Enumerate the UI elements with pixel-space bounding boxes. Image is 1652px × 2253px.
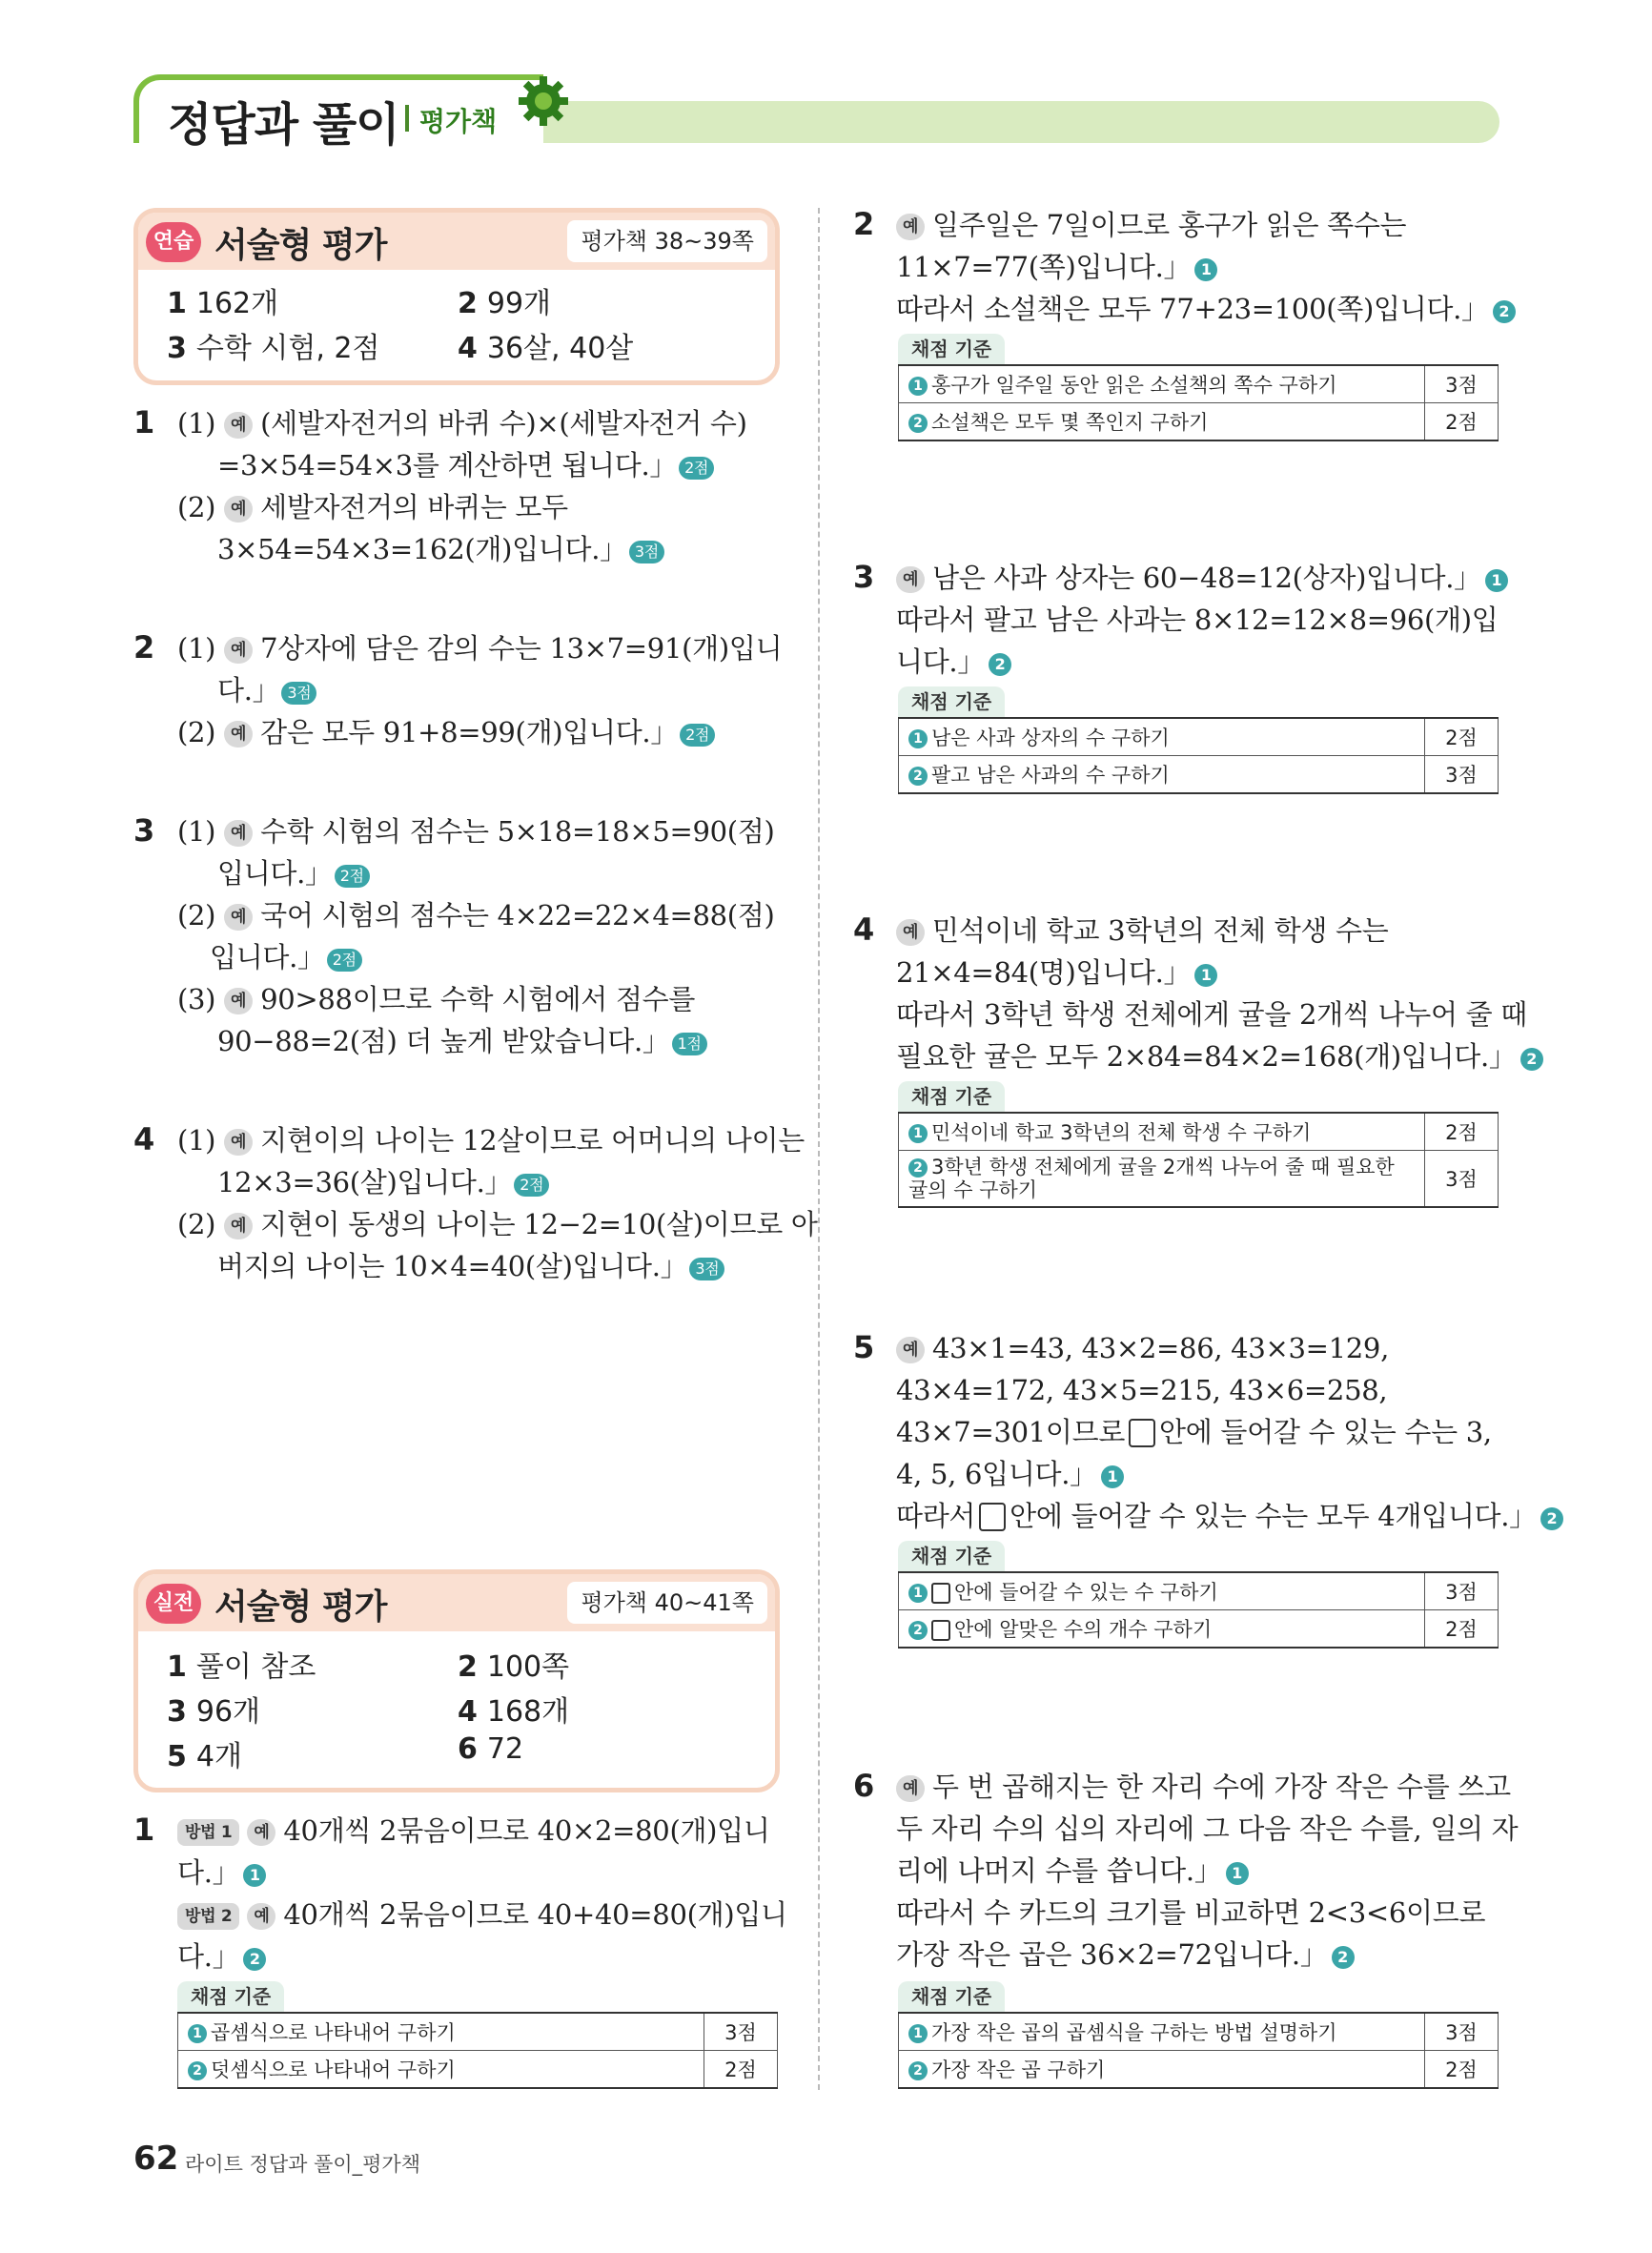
- solution-line: [217, 444, 714, 486]
- criterion-cell: [899, 1610, 1425, 1649]
- sub-label: (1): [177, 407, 216, 440]
- example-badge: 예: [896, 1775, 925, 1802]
- page-reference: 평가책 40~41쪽: [567, 1582, 767, 1624]
- grading-table: [898, 334, 1499, 441]
- solution-line: [177, 894, 775, 936]
- criterion-number: 2: [188, 2061, 207, 2080]
- criterion-marker: 2: [243, 1948, 266, 1971]
- table-row: [178, 2013, 778, 2051]
- sub-label: (1): [177, 815, 216, 848]
- answer-item: [458, 1688, 569, 1730]
- criterion-marker: 2: [1520, 1048, 1543, 1071]
- problem-number: 3: [853, 559, 875, 595]
- solution-line: [217, 852, 370, 894]
- solution-text: 4, 5, 6입니다.」: [896, 1458, 1097, 1490]
- sub-label: (1): [177, 1124, 216, 1157]
- solution-line: [896, 1369, 1387, 1411]
- example-badge: 예: [224, 1213, 253, 1239]
- problem-number: 5: [853, 1329, 875, 1365]
- criterion-cell: [899, 756, 1425, 794]
- table-row: [178, 2051, 778, 2089]
- criterion-cell: [899, 1572, 1425, 1610]
- solution-text: 40개씩 2묶음이므로 40+40=80(개)입니: [283, 1898, 787, 1931]
- score-cell: 3점: [1425, 2013, 1499, 2051]
- solution-line: [896, 1453, 1124, 1495]
- gear-icon: [515, 72, 572, 130]
- header-separator: [405, 105, 409, 132]
- solution-line: [896, 1892, 1485, 1934]
- score-cell: 2점: [1425, 718, 1499, 756]
- solution-line: [177, 1203, 818, 1245]
- solution-line: [177, 1852, 266, 1894]
- footer-text: 라이트 정답과 풀이_평가책: [185, 2153, 420, 2176]
- solution-line: [896, 246, 1217, 288]
- solution-line: [896, 1808, 1518, 1850]
- solution-line: [177, 402, 747, 444]
- problem-number: 1: [133, 1812, 155, 1848]
- problem-number: 1: [133, 404, 155, 440]
- answer-item: [167, 324, 379, 366]
- example-badge: 예: [896, 919, 925, 946]
- example-badge: 예: [224, 904, 253, 931]
- criterion-text: 덧셈식으로 나타내어 구하기: [211, 2058, 456, 2081]
- criterion-cell: [899, 1151, 1425, 1208]
- solution-text: 따라서 수 카드의 크기를 비교하면 2<3<6이므로: [896, 1896, 1486, 1929]
- table-row: [899, 756, 1499, 794]
- solution-line: [177, 627, 782, 669]
- answer-number: 1: [167, 287, 187, 320]
- score-badge: 2점: [679, 457, 714, 480]
- real-badge: 실전: [146, 1584, 201, 1624]
- page-number: 62: [133, 2140, 179, 2178]
- criterion-text: 안에 들어갈 수 있는 수 구하기: [954, 1581, 1218, 1604]
- problem-number: 3: [133, 812, 155, 849]
- score-badge: 3점: [689, 1258, 724, 1280]
- answer-item: [458, 1643, 569, 1685]
- answer-item: [167, 1732, 242, 1774]
- criterion-number: 1: [908, 1584, 928, 1603]
- solution-text: 안에 들어갈 수 있는 수는 3,: [1159, 1416, 1492, 1448]
- criterion-marker: 1: [243, 1864, 266, 1887]
- example-badge: 예: [224, 496, 253, 522]
- solution-line: [896, 1035, 1543, 1077]
- answer-value: 4개: [195, 1740, 242, 1773]
- problem-number: 2: [853, 206, 875, 242]
- solution-text: 따라서 소설책은 모두 77+23=100(쪽)입니다.」: [896, 293, 1489, 325]
- solution-text: 따라서: [896, 1500, 976, 1532]
- solution-line: [217, 1161, 549, 1203]
- answer-number: 2: [458, 1650, 478, 1684]
- sub-label: (3): [177, 983, 216, 1015]
- summary-box-header: [138, 1574, 775, 1631]
- answer-value: 168개: [486, 1695, 570, 1729]
- score-cell: 3점: [1425, 365, 1499, 403]
- summary-box-real: [133, 1569, 780, 1792]
- answer-item: [458, 324, 633, 366]
- grading-label: 채점 기준: [898, 1541, 1005, 1571]
- criterion-number: 2: [908, 1158, 928, 1178]
- answer-item: [458, 279, 551, 321]
- answer-number: 1: [167, 1650, 187, 1684]
- problem-number: 4: [133, 1121, 155, 1157]
- blank-box-icon: [1129, 1419, 1155, 1447]
- grading-table: [898, 686, 1499, 794]
- criterion-cell: [178, 2013, 704, 2051]
- method-badge: 방법 1: [177, 1819, 239, 1846]
- table-row: [899, 1610, 1499, 1649]
- problem-number: 4: [853, 911, 875, 948]
- answer-number: 6: [458, 1732, 478, 1766]
- grading-rows: [898, 364, 1499, 441]
- solution-line: [177, 711, 715, 753]
- grading-rows: [898, 1112, 1499, 1208]
- answer-item: [167, 1643, 316, 1685]
- score-cell: 2점: [1425, 2051, 1499, 2089]
- problem-number: 6: [853, 1768, 875, 1804]
- answer-number: 3: [167, 1695, 187, 1729]
- solution-text: 입니다.」: [210, 941, 325, 973]
- solution-text: 따라서 3학년 학생 전체에게 귤을 2개씩 나누어 줄 때: [896, 998, 1527, 1031]
- solution-line: [896, 1766, 1511, 1808]
- score-cell: 2점: [1425, 403, 1499, 441]
- score-badge: 2점: [335, 865, 370, 888]
- grading-label: 채점 기준: [898, 1981, 1005, 2012]
- answer-value: 72: [486, 1732, 524, 1766]
- example-badge: 예: [224, 721, 253, 748]
- grading-table: [898, 1981, 1499, 2089]
- grading-label: 채점 기준: [898, 334, 1005, 364]
- blank-box-icon: [931, 1583, 950, 1604]
- solution-line: [217, 1245, 724, 1287]
- solution-line: [217, 1020, 707, 1062]
- criterion-text: 민석이네 학교 3학년의 전체 학생 수 구하기: [931, 1121, 1312, 1144]
- grading-table: [177, 1981, 778, 2089]
- table-row: [899, 1113, 1499, 1151]
- practice-badge: 연습: [146, 222, 201, 262]
- grading-rows: [898, 2012, 1499, 2089]
- criterion-text: 남은 사과 상자의 수 구하기: [931, 727, 1170, 749]
- criterion-cell: [899, 2051, 1425, 2089]
- summary-box-title: 서술형 평가: [214, 1587, 387, 1627]
- solution-text: 21×4=84(명)입니다.」: [896, 956, 1192, 989]
- score-badge: 3점: [629, 541, 664, 563]
- solution-line: [896, 993, 1527, 1035]
- criterion-text: 팔고 남은 사과의 수 구하기: [931, 764, 1170, 787]
- table-row: [899, 2013, 1499, 2051]
- example-badge: 예: [224, 637, 253, 664]
- solution-text: 버지의 나이는 10×4=40(살)입니다.」: [217, 1250, 688, 1282]
- answer-item: [167, 1688, 260, 1730]
- criterion-number: 1: [908, 1124, 928, 1143]
- solution-line: [177, 1119, 805, 1161]
- criterion-number: 2: [908, 414, 928, 433]
- solution-line: [210, 936, 362, 978]
- criterion-text: 곱셈식으로 나타내어 구하기: [211, 2021, 456, 2044]
- criterion-text: 안에 알맞은 수의 개수 구하기: [954, 1618, 1213, 1641]
- solution-text: =3×54=54×3를 계산하면 됩니다.」: [217, 449, 678, 481]
- answer-value: 풀이 참조: [195, 1650, 316, 1684]
- solution-text: 필요한 귤은 모두 2×84=84×2=168(개)입니다.」: [896, 1040, 1517, 1073]
- criterion-cell: [899, 403, 1425, 441]
- sub-label: (2): [177, 491, 216, 523]
- solution-text: 90−88=2(점) 더 높게 받았습니다.」: [217, 1025, 670, 1057]
- solution-line: [896, 288, 1516, 330]
- answer-value: 99개: [486, 287, 552, 320]
- criterion-marker: 1: [1101, 1465, 1124, 1488]
- criterion-text: 소설책은 모두 몇 쪽인지 구하기: [931, 411, 1209, 434]
- table-row: [899, 403, 1499, 441]
- summary-box-header: [138, 213, 775, 270]
- table-row: [899, 1572, 1499, 1610]
- table-row: [899, 2051, 1499, 2089]
- answer-value: 수학 시험, 2점: [195, 332, 380, 365]
- answer-value: 36살, 40살: [486, 332, 634, 365]
- criterion-marker: 2: [1493, 300, 1516, 323]
- score-cell: 3점: [704, 2013, 778, 2051]
- criterion-text: 가장 작은 곱 구하기: [931, 2058, 1106, 2081]
- example-badge: 예: [247, 1819, 275, 1846]
- example-badge: 예: [224, 412, 253, 439]
- solution-text: 일주일은 7일이므로 홍구가 읽은 쪽수는: [932, 209, 1407, 241]
- answer-value: 100쪽: [486, 1650, 570, 1684]
- criterion-text: 홍구가 일주일 동안 읽은 소설책의 쪽수 구하기: [931, 374, 1337, 397]
- solution-line: [896, 1850, 1249, 1892]
- score-badge: 3점: [281, 682, 316, 705]
- criterion-marker: 2: [989, 653, 1011, 676]
- criterion-marker: 1: [1485, 569, 1508, 592]
- criterion-cell: [899, 2013, 1425, 2051]
- answer-number: 2: [458, 287, 478, 320]
- criterion-text: 3학년 학생 전체에게 귤을 2개씩 나누어 줄 때 필요한 귤의 수 구하기: [908, 1156, 1395, 1201]
- solution-line: [217, 669, 316, 711]
- answer-item: [167, 279, 278, 321]
- score-cell: 3점: [1425, 756, 1499, 794]
- criterion-text: 가장 작은 곱의 곱셈식을 구하는 방법 설명하기: [931, 2021, 1337, 2044]
- answer-value: 162개: [195, 287, 279, 320]
- solution-line: [896, 641, 1011, 683]
- method-badge: 방법 2: [177, 1903, 239, 1930]
- answer-number: 5: [167, 1740, 187, 1773]
- grading-label: 채점 기준: [177, 1981, 284, 2012]
- solution-text: 지현이 동생의 나이는 12−2=10(살)이므로 아: [260, 1208, 818, 1240]
- criterion-marker: 1: [1194, 258, 1217, 281]
- solution-text: 11×7=77(쪽)입니다.」: [896, 251, 1192, 283]
- solution-text: (세발자전거의 바퀴 수)×(세발자전거 수): [260, 407, 747, 440]
- score-cell: 2점: [1425, 1610, 1499, 1649]
- answer-number: 4: [458, 1695, 478, 1729]
- solution-text: 입니다.」: [217, 857, 333, 890]
- criterion-number: 1: [908, 377, 928, 396]
- solution-text: 리에 나머지 수를 씁니다.」: [896, 1854, 1222, 1887]
- solution-text: 수학 시험의 점수는 5×18=18×5=90(점): [260, 815, 775, 848]
- solution-line: [177, 1894, 787, 1936]
- sub-label: (2): [177, 1208, 216, 1240]
- example-badge: 예: [896, 214, 925, 240]
- criterion-marker: 2: [1540, 1507, 1563, 1530]
- solution-text: 안에 들어갈 수 있는 수는 모두 4개입니다.」: [1010, 1500, 1537, 1532]
- solution-text: 3×54=54×3=162(개)입니다.」: [217, 533, 627, 565]
- score-badge: 1점: [672, 1033, 707, 1055]
- example-badge: 예: [224, 988, 253, 1014]
- solution-text: 다.」: [177, 1940, 240, 1973]
- solution-text: 43×1=43, 43×2=86, 43×3=129,: [932, 1332, 1389, 1364]
- criterion-number: 1: [188, 2024, 207, 2043]
- solution-text: 7상자에 담은 감의 수는 13×7=91(개)입니: [260, 632, 783, 665]
- solution-line: [217, 528, 664, 570]
- summary-box-title: 서술형 평가: [214, 226, 387, 265]
- solution-text: 43×7=301이므로: [896, 1416, 1126, 1448]
- solution-text: 민석이네 학교 3학년의 전체 학생 수는: [932, 914, 1389, 947]
- sub-label: (2): [177, 899, 216, 932]
- example-badge: 예: [224, 1129, 253, 1156]
- grading-rows: [177, 2012, 778, 2089]
- solution-text: 감은 모두 91+8=99(개)입니다.」: [260, 716, 679, 748]
- solution-text: 가장 작은 곱은 36×2=72입니다.」: [896, 1938, 1328, 1971]
- grading-table: [898, 1541, 1499, 1649]
- solution-text: 40개씩 2묶음이므로 40×2=80(개)입니: [283, 1814, 770, 1847]
- solution-line: [177, 1936, 266, 1977]
- solution-text: 지현이의 나이는 12살이므로 어머니의 나이는: [260, 1124, 805, 1157]
- grading-table: [898, 1081, 1499, 1208]
- answer-number: 3: [167, 332, 187, 365]
- solution-line: [896, 1495, 1563, 1537]
- criterion-marker: 1: [1194, 964, 1217, 987]
- solution-text: 다.」: [217, 674, 280, 707]
- score-cell: 3점: [1424, 1151, 1498, 1208]
- solution-line: [177, 978, 695, 1020]
- grading-label: 채점 기준: [898, 1081, 1005, 1112]
- example-badge: 예: [247, 1903, 275, 1930]
- criterion-cell: [178, 2051, 704, 2089]
- criterion-cell: [899, 1113, 1425, 1151]
- solution-line: [896, 1411, 1492, 1453]
- score-badge: 2점: [514, 1174, 549, 1197]
- solution-text: 국어 시험의 점수는 4×22=22×4=88(점): [260, 899, 775, 932]
- summary-box-practice: [133, 208, 780, 385]
- criterion-number: 2: [908, 1621, 928, 1640]
- answer-value: 96개: [195, 1695, 261, 1729]
- grading-rows: [898, 1571, 1499, 1649]
- problem-number: 2: [133, 629, 155, 666]
- criterion-marker: 2: [1332, 1946, 1355, 1969]
- criterion-number: 2: [908, 2061, 928, 2080]
- solution-line: [177, 1810, 770, 1852]
- solution-line: [177, 486, 568, 528]
- table-row: [899, 1151, 1499, 1208]
- solution-text: 남은 사과 상자는 60−48=12(상자)입니다.」: [932, 562, 1481, 594]
- solution-text: 세발자전거의 바퀴는 모두: [260, 491, 568, 523]
- page-reference: 평가책 38~39쪽: [567, 220, 767, 262]
- table-row: [899, 718, 1499, 756]
- sub-label: (1): [177, 632, 216, 665]
- blank-box-icon: [931, 1620, 950, 1641]
- criterion-number: 2: [908, 767, 928, 786]
- solution-text: 두 번 곱해지는 한 자리 수에 가장 작은 수를 쓰고: [932, 1771, 1511, 1803]
- grading-rows: [898, 717, 1499, 794]
- score-cell: 3점: [1425, 1572, 1499, 1610]
- solution-line: [896, 599, 1498, 641]
- criterion-marker: 1: [1226, 1862, 1249, 1885]
- blank-box-icon: [979, 1503, 1006, 1531]
- solution-text: 니다.」: [896, 645, 986, 678]
- table-row: [899, 365, 1499, 403]
- criterion-number: 1: [908, 2024, 928, 2043]
- example-badge: 예: [896, 1337, 925, 1363]
- criterion-cell: [899, 718, 1425, 756]
- score-badge: 2점: [327, 949, 362, 972]
- page-title: 정답과 풀이: [168, 98, 399, 152]
- solution-text: 90>88이므로 수학 시험에서 점수를: [260, 983, 696, 1015]
- score-cell: 2점: [1424, 1113, 1498, 1151]
- score-badge: 2점: [680, 724, 715, 747]
- page-subtitle: 평가책: [419, 106, 498, 137]
- criterion-cell: [899, 365, 1425, 403]
- score-cell: 2점: [704, 2051, 778, 2089]
- grading-label: 채점 기준: [898, 686, 1005, 717]
- solution-line: [896, 952, 1217, 993]
- column-divider: [818, 208, 820, 2090]
- example-badge: 예: [896, 566, 925, 593]
- solution-line: [177, 810, 775, 852]
- solution-line: [896, 557, 1508, 599]
- solution-line: [896, 204, 1406, 246]
- solution-text: 12×3=36(살)입니다.」: [217, 1166, 513, 1198]
- solution-line: [896, 1327, 1389, 1369]
- solution-text: 43×4=172, 43×5=215, 43×6=258,: [896, 1374, 1388, 1406]
- answer-number: 4: [458, 332, 478, 365]
- solution-text: 두 자리 수의 십의 자리에 그 다음 작은 수를, 일의 자: [896, 1813, 1519, 1845]
- sub-label: (2): [177, 716, 216, 748]
- answer-item: [458, 1732, 523, 1766]
- example-badge: 예: [224, 820, 253, 847]
- solution-text: 다.」: [177, 1856, 240, 1889]
- solution-line: [896, 910, 1388, 952]
- solution-line: [896, 1934, 1355, 1976]
- solution-text: 따라서 팔고 남은 사과는 8×12=12×8=96(개)입: [896, 604, 1499, 636]
- criterion-number: 1: [908, 729, 928, 748]
